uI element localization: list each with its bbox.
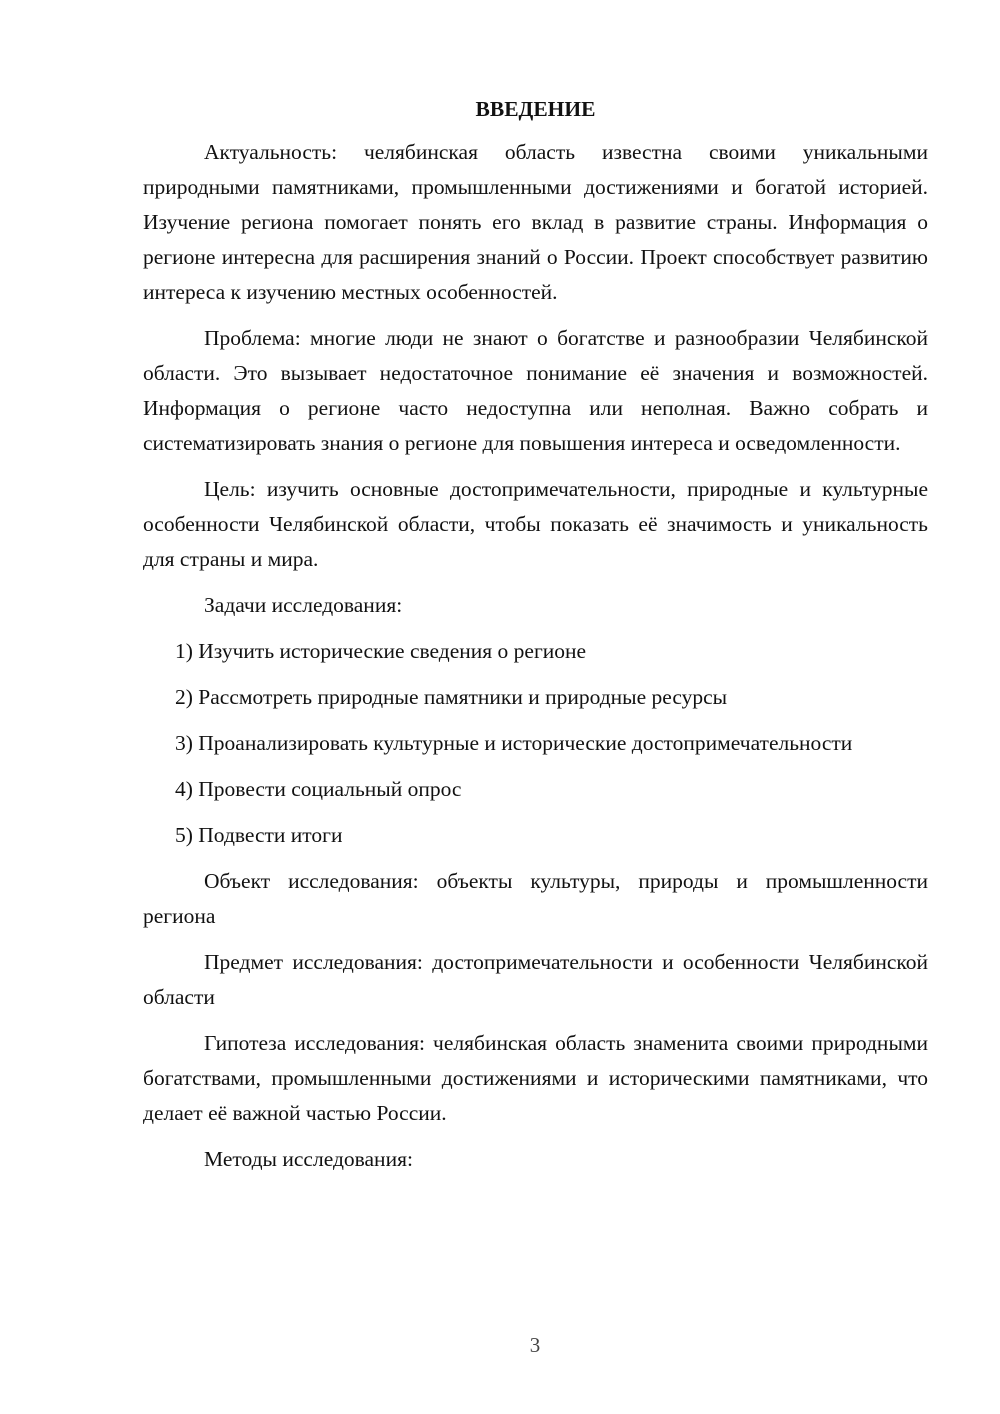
document-body <box>143 92 928 1188</box>
subject-paragraph: Предмет исследования: достопримечательности и особенности Челябинской области <box>143 950 928 1009</box>
hypothesis-paragraph: Гипотеза исследования: челябинская область знаменита своими природными богатствами, промышленными достижениями и историческими памятниками, что делает её важной частью России. <box>143 1031 928 1125</box>
goal-paragraph: Цель: изучить основные достопримечательности, природные и культурные особенности Челябинской области, чтобы показать её значимость и уникальность для страны и мира. <box>143 477 928 571</box>
object-paragraph: Объект исследования: объекты культуры, природы и промышленности региона <box>143 869 928 928</box>
task-item: 5) Подвести итоги <box>175 823 343 847</box>
task-item: 4) Провести социальный опрос <box>175 777 462 801</box>
page-number: 3 <box>529 1333 541 1357</box>
task-item: 3) Проанализировать культурные и исторические достопримечательности <box>175 731 853 755</box>
relevance-paragraph: Актуальность: челябинская область известна своими уникальными природными памятниками, промышленными достижениями и богатой историей. Изучение региона помогает понять его вклад в развитие страны. Информация о регионе интересна для расширения знаний о России. Проект способствует развитию интереса к изучению местных особенностей. <box>143 140 928 304</box>
page-title: ВВЕДЕНИЕ <box>475 97 596 121</box>
methods-heading: Методы исследования: <box>204 1147 413 1171</box>
tasks-heading: Задачи исследования: <box>204 593 403 617</box>
task-item: 2) Рассмотреть природные памятники и природные ресурсы <box>175 685 728 709</box>
task-item: 1) Изучить исторические сведения о регионе <box>175 639 587 663</box>
problem-paragraph: Проблема: многие люди не знают о богатстве и разнообразии Челябинской области. Это вызывает недостаточное понимание её значения и возможностей. Информация о регионе часто недоступна или неполная. Важно собрать и систематизировать знания о регионе для повышения интереса и осведомленности. <box>143 326 928 455</box>
